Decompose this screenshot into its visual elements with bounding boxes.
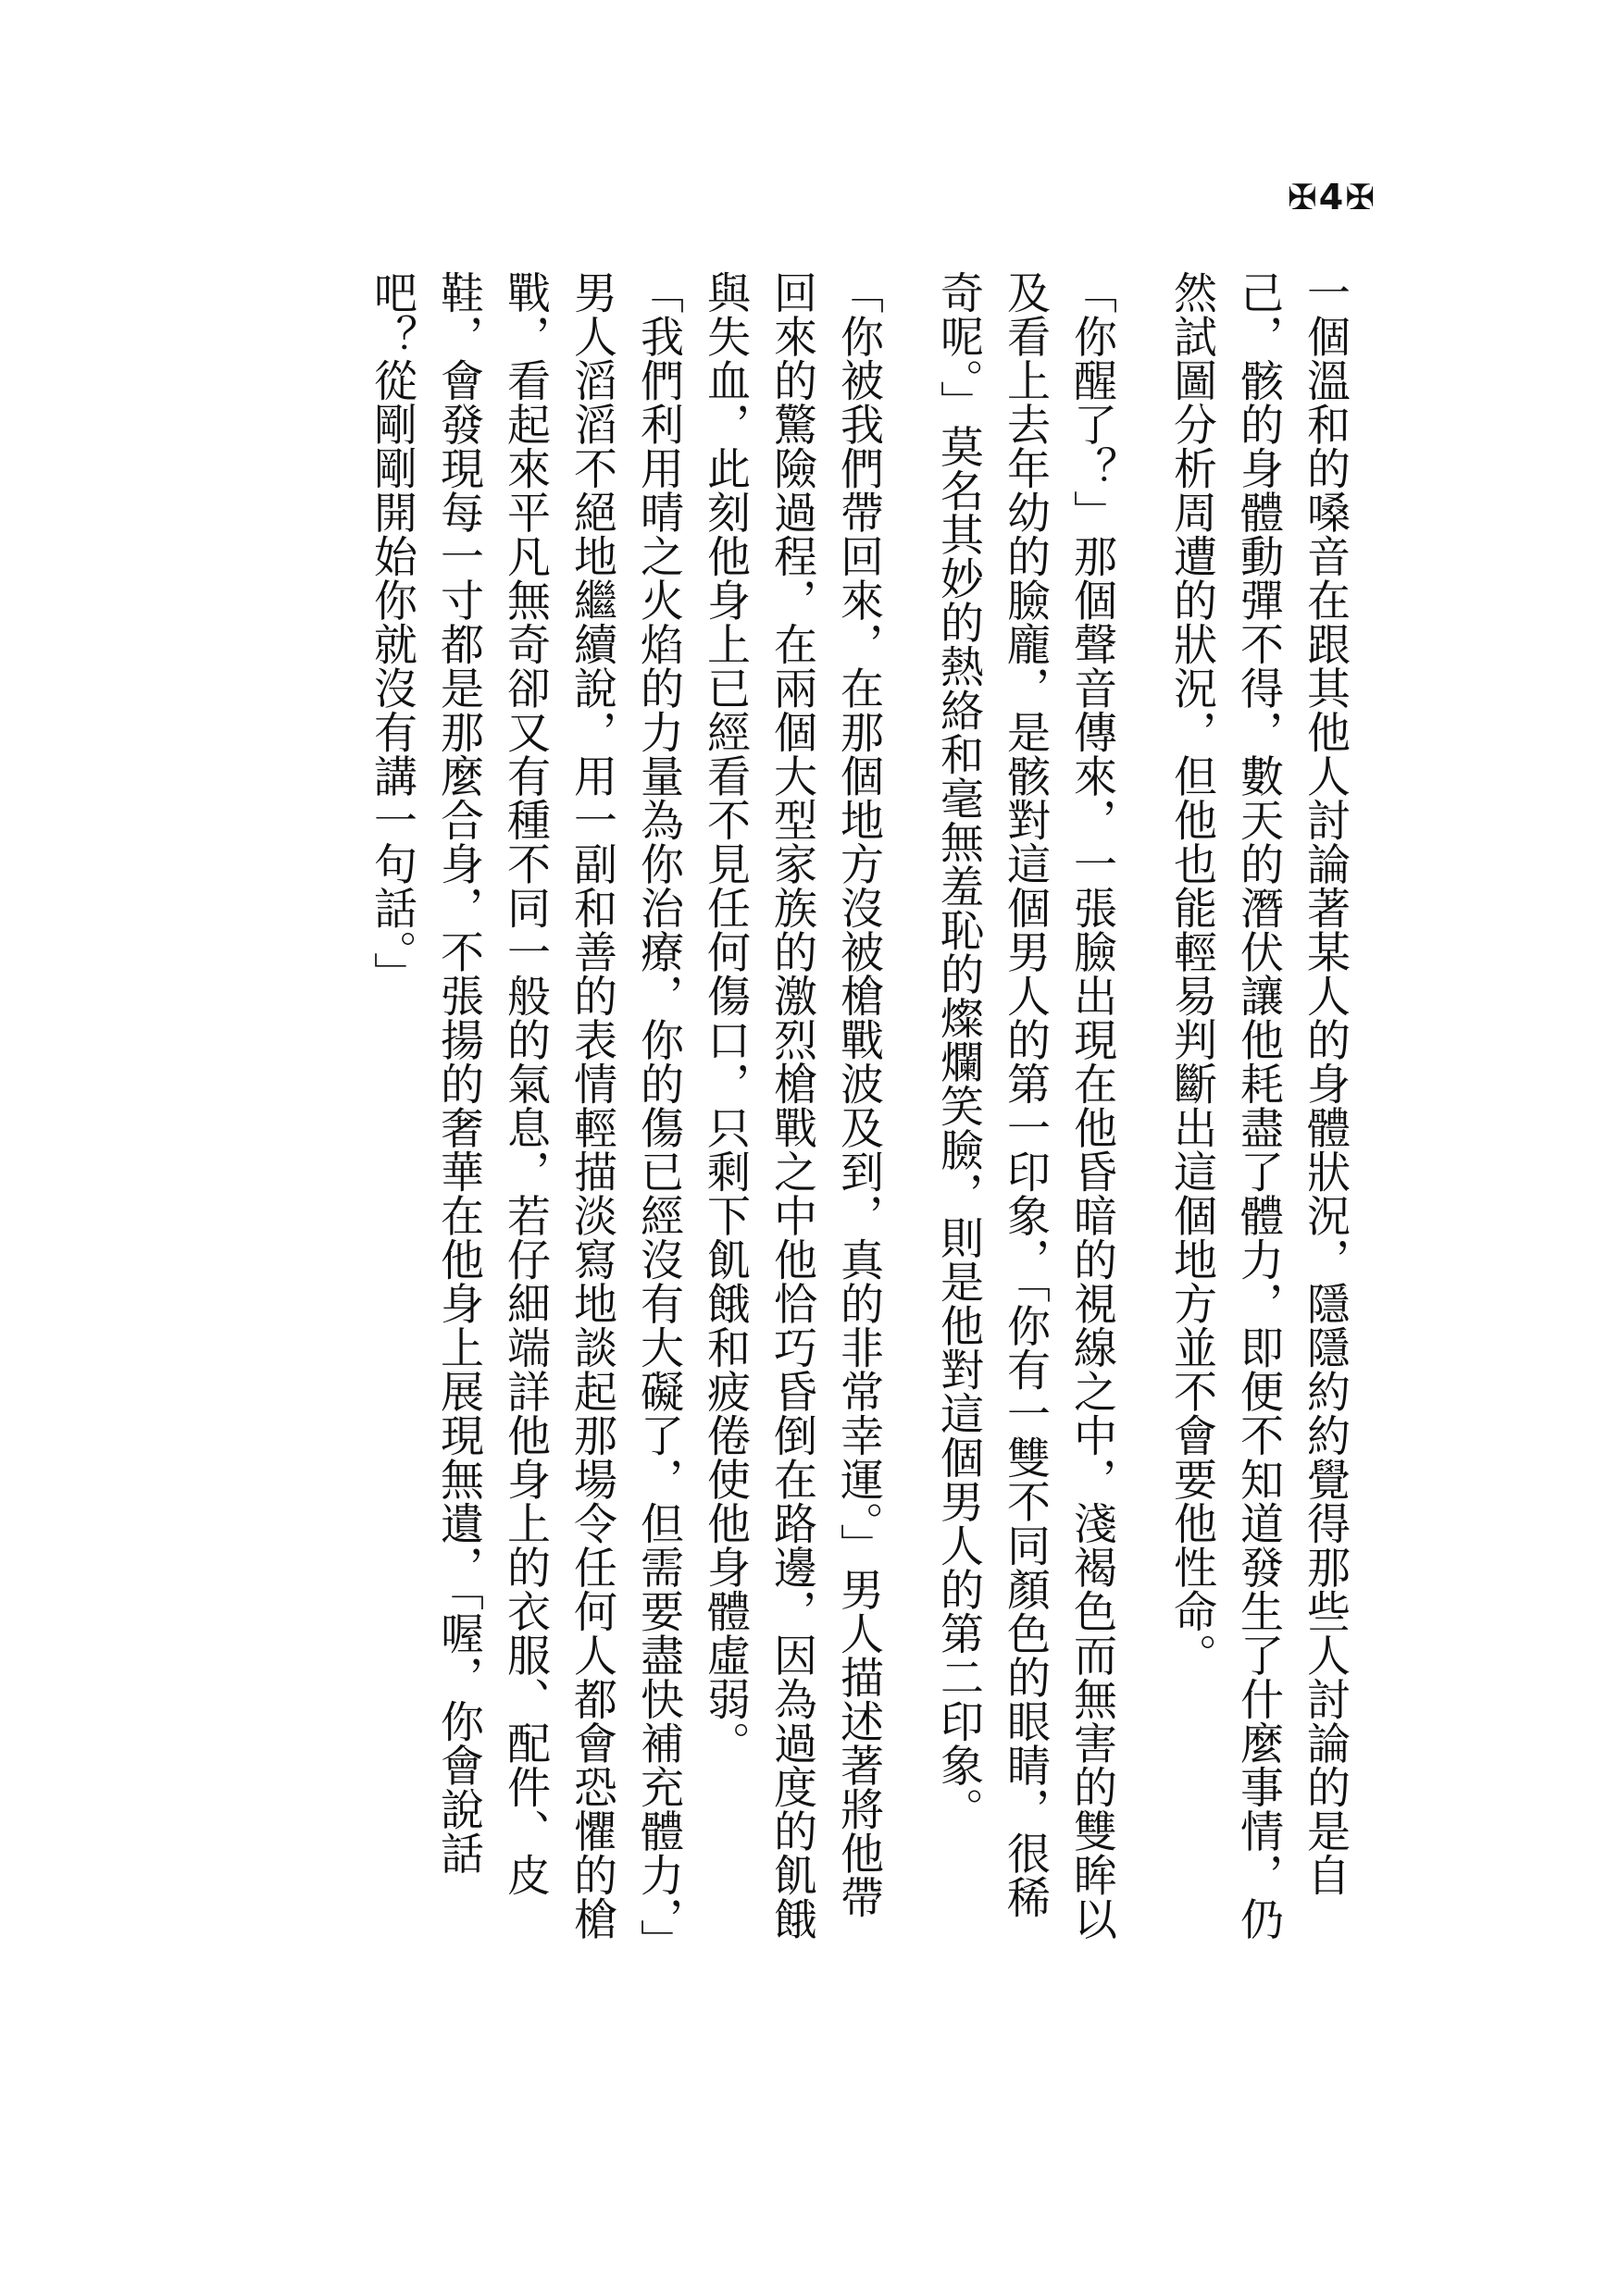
- paragraph-3: 「你被我們帶回來，在那個地方沒被槍戰波及到，真的非常幸運。」男人描述著將他帶回來的驚險過程，在兩個大型家族的激烈槍戰之中他恰巧昏倒在路邊，因為過度的飢餓與失血，此刻他身上已經看不見任何傷口，只剩下飢餓和疲倦使他身體虛弱。: [700, 270, 884, 1941]
- paragraph-4: 「我們利用晴之火焰的力量為你治療，你的傷已經沒有大礙了，但需要盡快補充體力，」男人滔滔不絕地繼續說，用一副和善的表情輕描淡寫地談起那場令任何人都會恐懼的槍戰，看起來平凡無奇卻又有種不同一般的氣息，若仔細端詳他身上的衣服、配件、皮鞋，會發現每一寸都是那麼合身，不張揚的奢華在他身上展現無遺，「喔，你會說話吧？從剛剛開始你就沒有講一句話。」: [367, 270, 684, 1942]
- page-number-value: 4: [1318, 177, 1344, 217]
- page-number: [1257, 174, 1405, 220]
- paragraph-1: 一個溫和的嗓音在跟其他人討論著某人的身體狀況，隱隱約約覺得那些人討論的是自己，骸的身體動彈不得，數天的潛伏讓他耗盡了體力，即便不知道發生了什麼事情，仍然試圖分析周遭的狀況，但他也能輕易判斷出這個地方並不會要他性命。: [1166, 270, 1351, 1941]
- paragraph-2: 「你醒了？」那個聲音傳來，一張臉出現在他昏暗的視線之中，淺褐色而無害的雙眸以及看上去年幼的臉龐，是骸對這個男人的第一印象，「你有一雙不同顏色的眼睛，很稀奇呢。」莫名其妙的熱絡和毫無羞恥的燦爛笑臉，則是他對這個男人的第二印象。: [933, 270, 1117, 1941]
- ornament-right-icon: ✠: [1345, 177, 1376, 217]
- vertical-text-body: [210, 270, 1358, 1945]
- ornament-left-icon: ✠: [1287, 177, 1317, 217]
